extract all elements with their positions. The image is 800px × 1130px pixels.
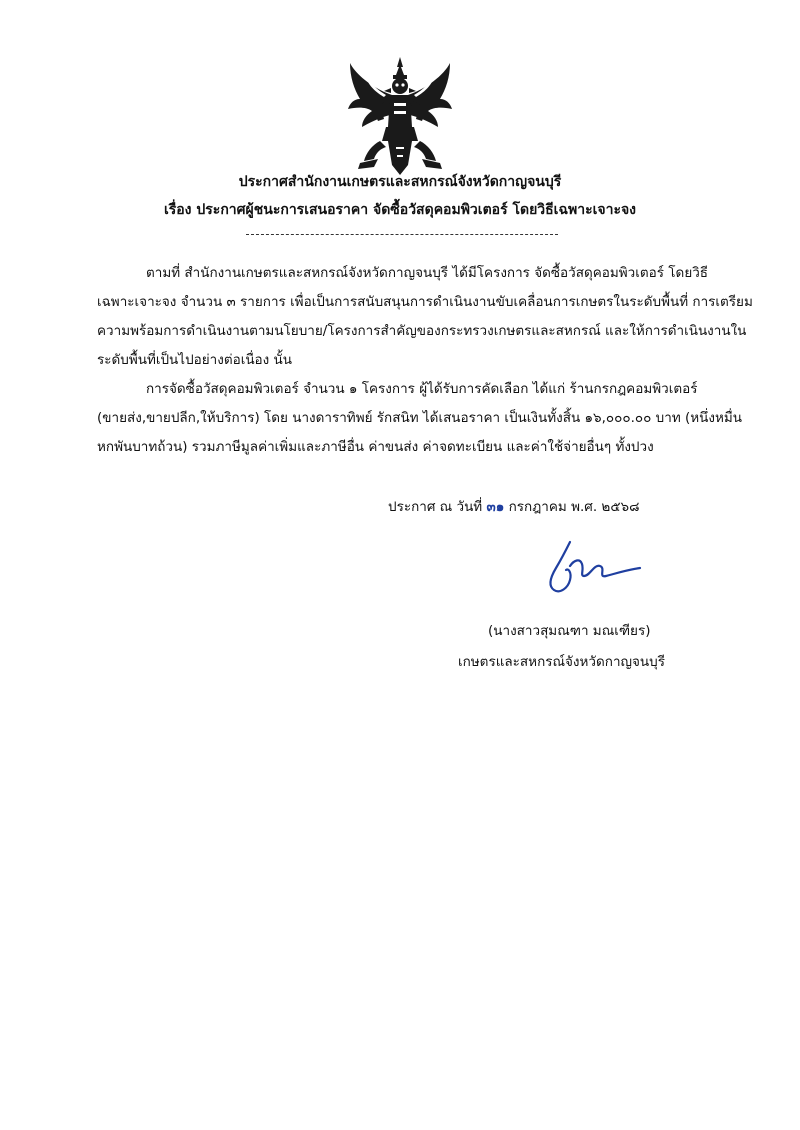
- signature-icon: [540, 536, 650, 596]
- divider-line: [246, 234, 558, 235]
- date-month-year: กรกฎาคม พ.ศ. ๒๕๖๘: [508, 499, 640, 515]
- signatory-position: เกษตรและสหกรณ์จังหวัดกาญจนบุรี: [458, 654, 665, 670]
- signatory-name: (นางสาวสุมณฑา มณเฑียร): [488, 623, 651, 639]
- paragraph-2-line-2: (ขายส่ง,ขายปลีก,ให้บริการ) โดย นางดาราทิพย์ รักสนิท ได้เสนอราคา เป็นเงินทั้งสิ้น ๑๖,๐๐๐.๐๐ บาท (หนึ่งหมื่น: [97, 410, 743, 426]
- date-prefix: ประกาศ ณ วันที่: [388, 499, 483, 515]
- paragraph-1-line-4: ระดับพื้นที่เป็นไปอย่างต่อเนื่อง นั้น: [97, 352, 292, 368]
- paragraph-2-line-1: การจัดซื้อวัสดุคอมพิวเตอร์ จำนวน ๑ โครงการ ผู้ได้รับการคัดเลือก ได้แก่ ร้านกรกฎคอมพิวเตอร์: [146, 381, 698, 397]
- announcement-title: ประกาศสำนักงานเกษตรและสหกรณ์จังหวัดกาญจนบุรี: [238, 174, 562, 190]
- announcement-subject: เรื่อง ประกาศผู้ชนะการเสนอราคา จัดซื้อวัสดุคอมพิวเตอร์ โดยวิธีเฉพาะเจาะจง: [163, 202, 637, 218]
- paragraph-1-line-3: ความพร้อมการดำเนินงานตามนโยบาย/โครงการสำคัญของกระทรวงเกษตรและสหกรณ์ และให้การดำเนินงานใน: [97, 323, 747, 339]
- paragraph-2-line-3: หกพันบาทถ้วน) รวมภาษีมูลค่าเพิ่มและภาษีอื่น ค่าขนส่ง ค่าจดทะเบียน และค่าใช้จ่ายอื่นๆ ทั้งปวง: [97, 439, 654, 455]
- paragraph-1-line-2: เฉพาะเจาะจง จำนวน ๓ รายการ เพื่อเป็นการสนับสนุนการดำเนินงานขับเคลื่อนการเกษตรในระดับพื้นที่ การเตรียม: [97, 294, 753, 310]
- paragraph-1-line-1: ตามที่ สำนักงานเกษตรและสหกรณ์จังหวัดกาญจนบุรี ได้มีโครงการ จัดซื้อวัสดุคอมพิวเตอร์ โดยวิธี: [146, 265, 709, 281]
- announcement-date: [388, 497, 640, 517]
- date-day-handwritten: ๓๑: [486, 499, 505, 515]
- garuda-emblem-icon: [344, 55, 456, 177]
